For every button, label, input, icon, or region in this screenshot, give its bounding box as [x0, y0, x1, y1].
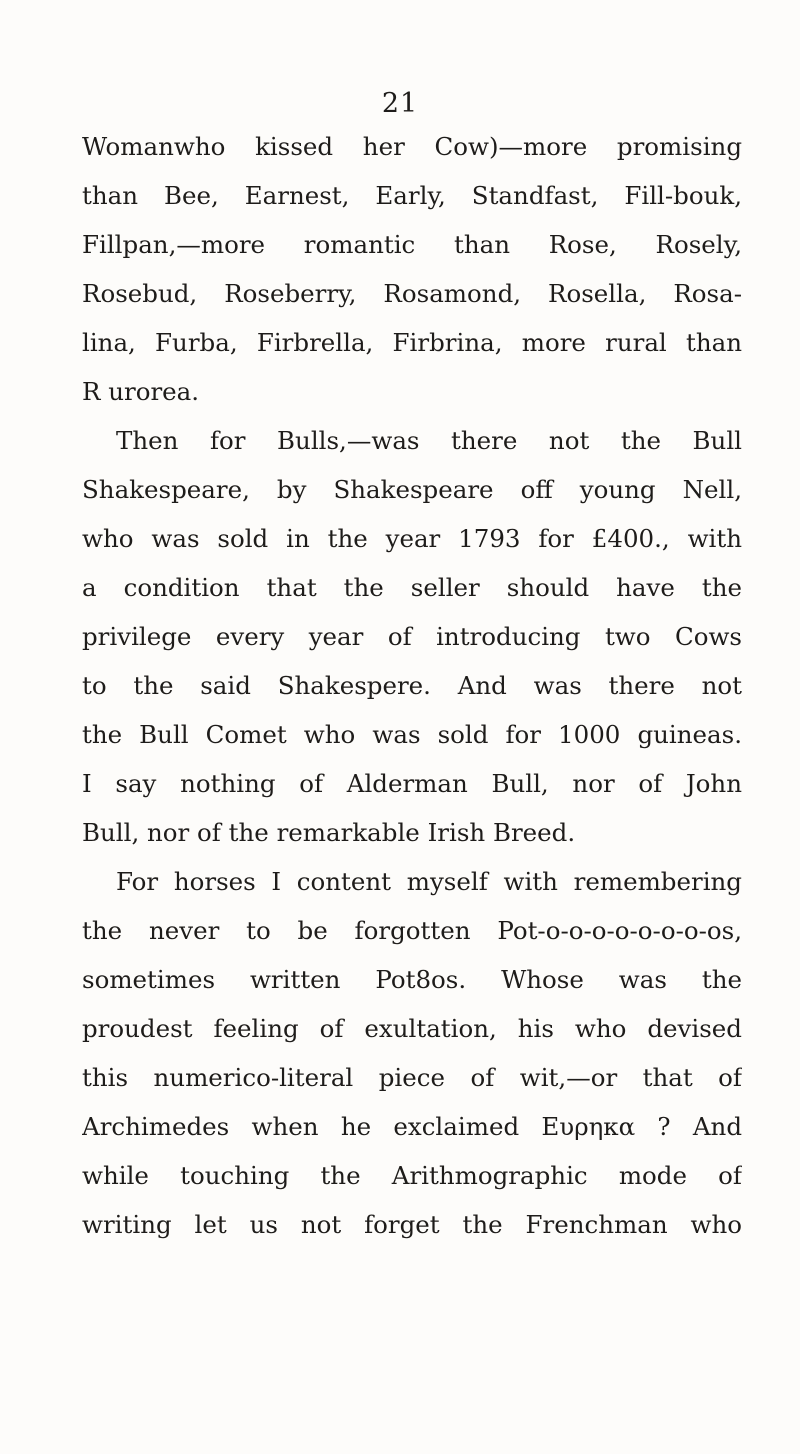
text-line: the Bull Comet who was sold for 1000 guineas.	[82, 720, 742, 749]
text-line: Rosebud, Roseberry, Rosamond, Rosella, Rosa-	[82, 279, 742, 308]
text-line: I say nothing of Alderman Bull, nor of John	[82, 769, 742, 798]
text-line: than Bee, Earnest, Early, Standfast, Fill-bouk,	[82, 181, 742, 210]
text-line: Fillpan,—more romantic than Rose, Rosely,	[82, 230, 742, 259]
text-line: privilege every year of introducing two Cows	[82, 622, 742, 651]
text-line: proudest feeling of exultation, his who devised	[82, 1014, 742, 1043]
text-line: Shakespeare, by Shakespeare off young Nell,	[82, 475, 742, 504]
text-line: lina, Furba, Firbrella, Firbrina, more rural than	[82, 328, 742, 357]
text-line: For horses I content myself with remembering	[116, 867, 742, 896]
text-line: Bull, nor of the remarkable Irish Breed.	[82, 818, 576, 847]
text-line: this numerico-literal piece of wit,—or that of	[82, 1063, 742, 1092]
text-line: a condition that the seller should have the	[82, 573, 742, 602]
text-line: who was sold in the year 1793 for £400., with	[82, 524, 742, 553]
body-text	[82, 122, 742, 1249]
text-line: R urorea.	[82, 377, 200, 406]
text-line: sometimes written Pot8os. Whose was the	[82, 965, 742, 994]
text-line: Then for Bulls,—was there not the Bull	[116, 426, 742, 455]
page-number: 21	[381, 88, 419, 119]
text-line: to the said Shakespere. And was there not	[82, 671, 742, 700]
text-line: while touching the Arithmographic mode of	[82, 1161, 742, 1190]
text-line: Archimedes when he exclaimed Ευρηκα ? And	[82, 1112, 742, 1141]
text-line: the never to be forgotten Pot-o-o-o-o-o-o-o-os,	[82, 916, 742, 945]
text-line: Womanwho kissed her Cow)—more promising	[82, 132, 742, 161]
text-line: writing let us not forget the Frenchman who	[82, 1210, 742, 1239]
